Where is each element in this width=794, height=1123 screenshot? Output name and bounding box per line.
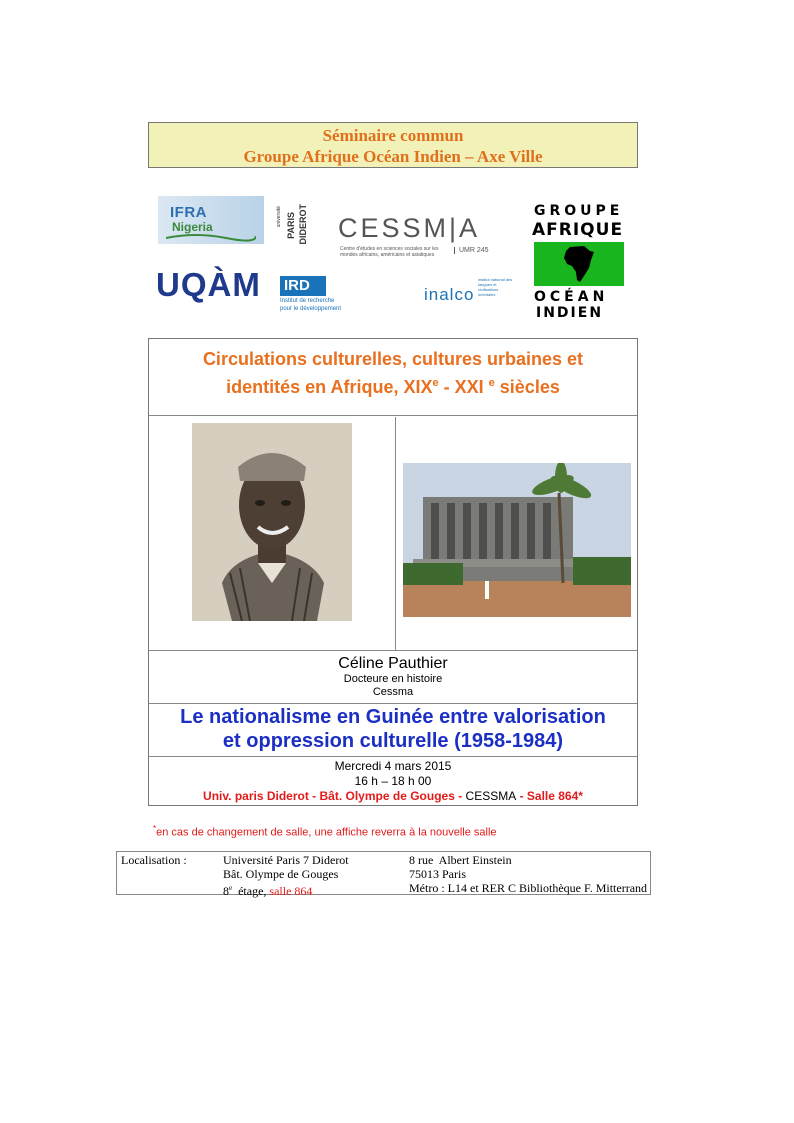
divider bbox=[149, 415, 637, 416]
inalco-logo-name: inalco bbox=[424, 285, 475, 304]
cessma-logo-desc: Centre d'études en sciences sociales sur les mondes africains, américains et asiatiques bbox=[340, 246, 439, 258]
column-divider bbox=[395, 417, 396, 651]
africa-map-icon bbox=[534, 242, 624, 286]
talk-title-line-1: Le nationalisme en Guinée entre valorisation bbox=[180, 706, 606, 728]
speaker-affiliation: Cessma bbox=[372, 686, 414, 698]
location-col-street bbox=[409, 853, 647, 895]
theme-sup-2: e bbox=[488, 377, 495, 389]
paris-logo-small: université bbox=[276, 206, 282, 228]
floor-text: étage, bbox=[232, 884, 270, 898]
groupe-afrique-ocean-indien-logo bbox=[532, 203, 626, 323]
place-separator-1: - bbox=[454, 789, 466, 803]
paris-logo-diderot: DIDEROT bbox=[298, 204, 308, 245]
paris-diderot-logo bbox=[276, 204, 316, 254]
speaker-title: Docteure en histoire bbox=[343, 673, 443, 685]
theme-part-a: identités en Afrique, XIX bbox=[226, 377, 433, 397]
ifra-nigeria-logo bbox=[158, 196, 264, 244]
street-line-2: 75013 Paris bbox=[409, 867, 466, 881]
groupe-logo-line-3: OCÉAN bbox=[534, 289, 609, 305]
cessma-logo bbox=[336, 213, 496, 263]
place-building: Univ. paris Diderot - Bât. Olympe de Gouges bbox=[203, 789, 455, 803]
event-time: 16 h – 18 h 00 bbox=[354, 774, 432, 788]
theme-dash: - XXI bbox=[438, 377, 489, 397]
ifra-logo-subtext: Nigeria bbox=[172, 220, 213, 234]
paris-logo-paris: PARIS bbox=[286, 212, 296, 239]
talk-title-line-2: et oppression culturelle (1958-1984) bbox=[222, 730, 564, 752]
speaker-portrait-photo bbox=[192, 423, 352, 621]
event-details bbox=[149, 759, 637, 804]
ifra-logo-text: IFRA bbox=[170, 204, 207, 221]
theme-part-b: siècles bbox=[494, 377, 560, 397]
event-date: Mercredi 4 mars 2015 bbox=[334, 759, 452, 773]
location-label: Localisation : bbox=[121, 853, 187, 867]
ird-logo-name: IRD bbox=[280, 276, 326, 296]
floor-room: salle 864 bbox=[269, 884, 313, 898]
ird-logo-sub-2: pour le développement bbox=[280, 306, 342, 312]
talk-title bbox=[149, 705, 637, 753]
event-place bbox=[149, 789, 637, 804]
banner-line-1: Séminaire commun bbox=[322, 126, 464, 145]
theme-line-2 bbox=[149, 371, 637, 399]
divider bbox=[149, 650, 637, 651]
inalco-logo-tiny: institut national des langues et civilisations orientales bbox=[478, 277, 513, 297]
groupe-logo-line-1: GROUPE bbox=[534, 203, 624, 219]
street-line-3: Métro : L14 et RER C Bibliothèque F. Mitterrand bbox=[409, 881, 648, 895]
event-frame bbox=[148, 338, 638, 806]
ird-logo bbox=[280, 276, 350, 320]
address-line-2: Bât. Olympe de Gouges bbox=[223, 867, 339, 881]
note-asterisk: * bbox=[153, 824, 157, 833]
divider bbox=[149, 703, 637, 704]
address-line-1: Université Paris 7 Diderot bbox=[223, 853, 349, 867]
street-line-1: 8 rue Albert Einstein bbox=[409, 853, 512, 867]
seminar-theme bbox=[149, 347, 637, 399]
ird-logo-sub-1: Institut de recherche bbox=[280, 298, 335, 304]
ifra-swoosh-icon bbox=[166, 232, 256, 242]
groupe-logo-line-4: INDIEN bbox=[536, 305, 604, 321]
location-table bbox=[116, 851, 651, 898]
cessma-logo-umr: UMR 245 bbox=[454, 247, 489, 254]
theme-line-1: Circulations culturelles, cultures urbaines et bbox=[202, 349, 584, 369]
location-col-address bbox=[223, 853, 349, 898]
banner-line-2: Groupe Afrique Océan Indien – Axe Ville bbox=[243, 147, 543, 166]
uqam-logo: UQÀM bbox=[156, 266, 261, 303]
place-room: Salle 864* bbox=[526, 789, 583, 803]
seminar-banner bbox=[148, 122, 638, 168]
inalco-logo bbox=[424, 275, 514, 325]
groupe-logo-line-2: AFRIQUE bbox=[532, 220, 624, 240]
theme-sup-1: e bbox=[432, 377, 439, 389]
speaker-block bbox=[149, 655, 637, 699]
place-lab: CESSMA bbox=[465, 789, 517, 803]
building-photo bbox=[403, 463, 631, 617]
place-separator-2: - bbox=[516, 789, 527, 803]
note-text: en cas de changement de salle, une affiche reverra à la nouvelle salle bbox=[156, 826, 497, 839]
divider bbox=[149, 756, 637, 757]
speaker-name: Céline Pauthier bbox=[338, 655, 448, 672]
room-change-note bbox=[153, 824, 497, 839]
address-line-3 bbox=[223, 881, 349, 898]
floor-number: 8 bbox=[223, 884, 229, 898]
floor-sup: e bbox=[229, 884, 233, 892]
cessma-logo-name: CESSM|A bbox=[338, 213, 481, 243]
